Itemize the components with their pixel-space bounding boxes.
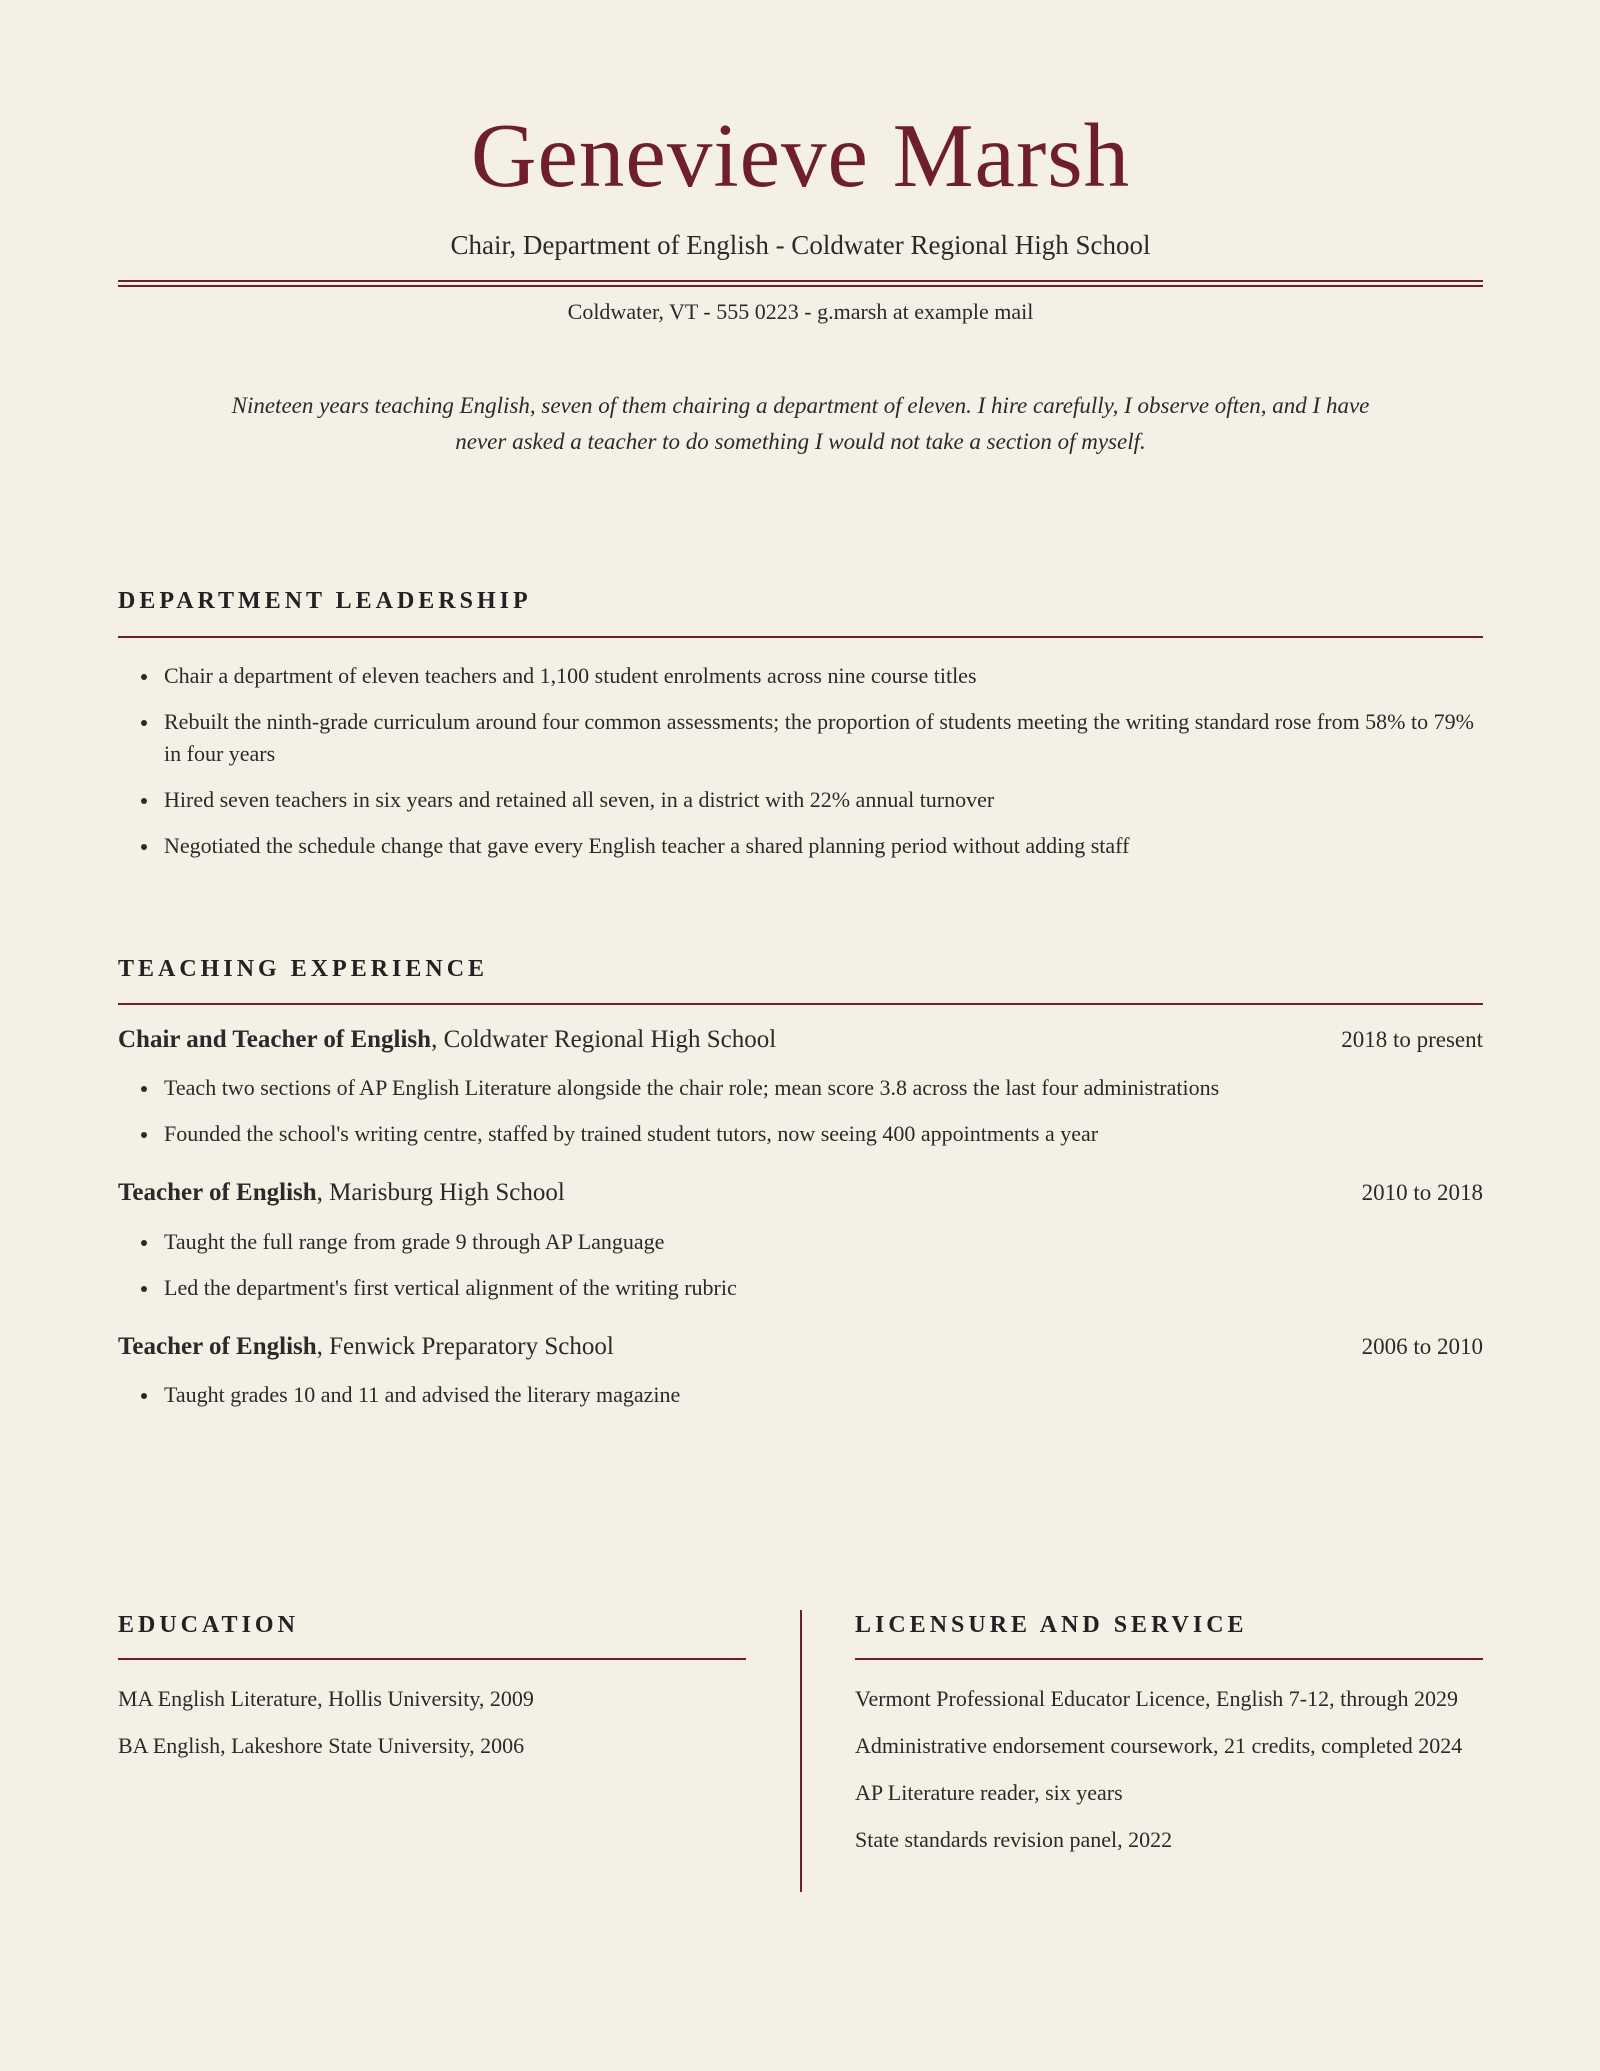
header-double-rule <box>118 280 1483 287</box>
list-item: Rebuilt the ninth-grade curriculum around four common assessments; the proportion of students meeting the writing standard rose from 58% to 79% in four years <box>164 706 1483 770</box>
list-item: MA English Literature, Hollis University, 2009 <box>118 1686 534 1711</box>
list-item: Taught grades 10 and 11 and advised the literary magazine <box>164 1379 1483 1411</box>
section-rule-education <box>118 1658 746 1660</box>
section-title-leadership: DEPARTMENT LEADERSHIP <box>118 588 532 614</box>
job-role: Teacher of English <box>118 1333 317 1360</box>
section-title-experience: TEACHING EXPERIENCE <box>118 956 489 982</box>
column-divider <box>800 1610 802 1892</box>
section-rule-licensure <box>855 1658 1483 1660</box>
list-item: Taught the full range from grade 9 through AP Language <box>164 1226 1483 1258</box>
section-rule-leadership <box>118 636 1483 638</box>
list-item: BA English, Lakeshore State University, 2006 <box>118 1733 525 1758</box>
job-bullets <box>118 1072 1483 1164</box>
job-role: Chair and Teacher of English <box>118 1026 432 1053</box>
job-organization: , Fenwick Preparatory School <box>316 1333 614 1360</box>
section-rule-experience <box>118 1003 1483 1005</box>
job-organization: , Coldwater Regional High School <box>431 1026 777 1053</box>
job-organization: , Marisburg High School <box>316 1179 565 1206</box>
list-item: Led the department's first vertical alignment of the writing rubric <box>164 1272 1483 1304</box>
job-dates: 2018 to present <box>1341 1027 1483 1052</box>
list-item: State standards revision panel, 2022 <box>855 1827 1173 1852</box>
summary-statement: Nineteen years teaching English, seven of them chairing a department of eleven. I hire carefully, I observe often, and I have never asked a teacher to do something I would not take a section of myself. <box>231 393 1370 454</box>
job-role: Teacher of English <box>118 1179 317 1206</box>
job-bullets <box>118 1226 1483 1318</box>
candidate-name: Genevieve Marsh <box>470 105 1131 206</box>
job-heading <box>118 1177 1483 1209</box>
leadership-list <box>118 660 1483 876</box>
list-item: AP Literature reader, six years <box>855 1780 1123 1805</box>
job-heading <box>118 1331 1483 1363</box>
list-item: Chair a department of eleven teachers and 1,100 student enrolments across nine course titles <box>164 660 1483 692</box>
licensure-list <box>855 1683 1483 1871</box>
list-item: Administrative endorsement coursework, 21 credits, completed 2024 <box>855 1733 1463 1758</box>
contact-line: Coldwater, VT - 555 0223 - g.marsh at example mail <box>567 299 1034 324</box>
job-heading <box>118 1024 1483 1056</box>
section-title-education: EDUCATION <box>118 1612 299 1638</box>
candidate-subtitle: Chair, Department of English - Coldwater Regional High School <box>450 230 1151 260</box>
list-item: Founded the school's writing centre, staffed by trained student tutors, now seeing 400 appointments a year <box>164 1118 1483 1150</box>
list-item: Hired seven teachers in six years and retained all seven, in a district with 22% annual turnover <box>164 784 1483 816</box>
job-dates: 2006 to 2010 <box>1361 1334 1483 1359</box>
job-dates: 2010 to 2018 <box>1361 1180 1483 1205</box>
list-item: Negotiated the schedule change that gave every English teacher a shared planning period without adding staff <box>164 830 1483 862</box>
section-title-licensure: LICENSURE AND SERVICE <box>855 1612 1248 1638</box>
education-list <box>118 1683 746 1777</box>
list-item: Vermont Professional Educator Licence, English 7-12, through 2029 <box>855 1686 1459 1711</box>
job-bullets <box>118 1379 1483 1425</box>
list-item: Teach two sections of AP English Literature alongside the chair role; mean score 3.8 across the last four administrations <box>164 1072 1483 1104</box>
